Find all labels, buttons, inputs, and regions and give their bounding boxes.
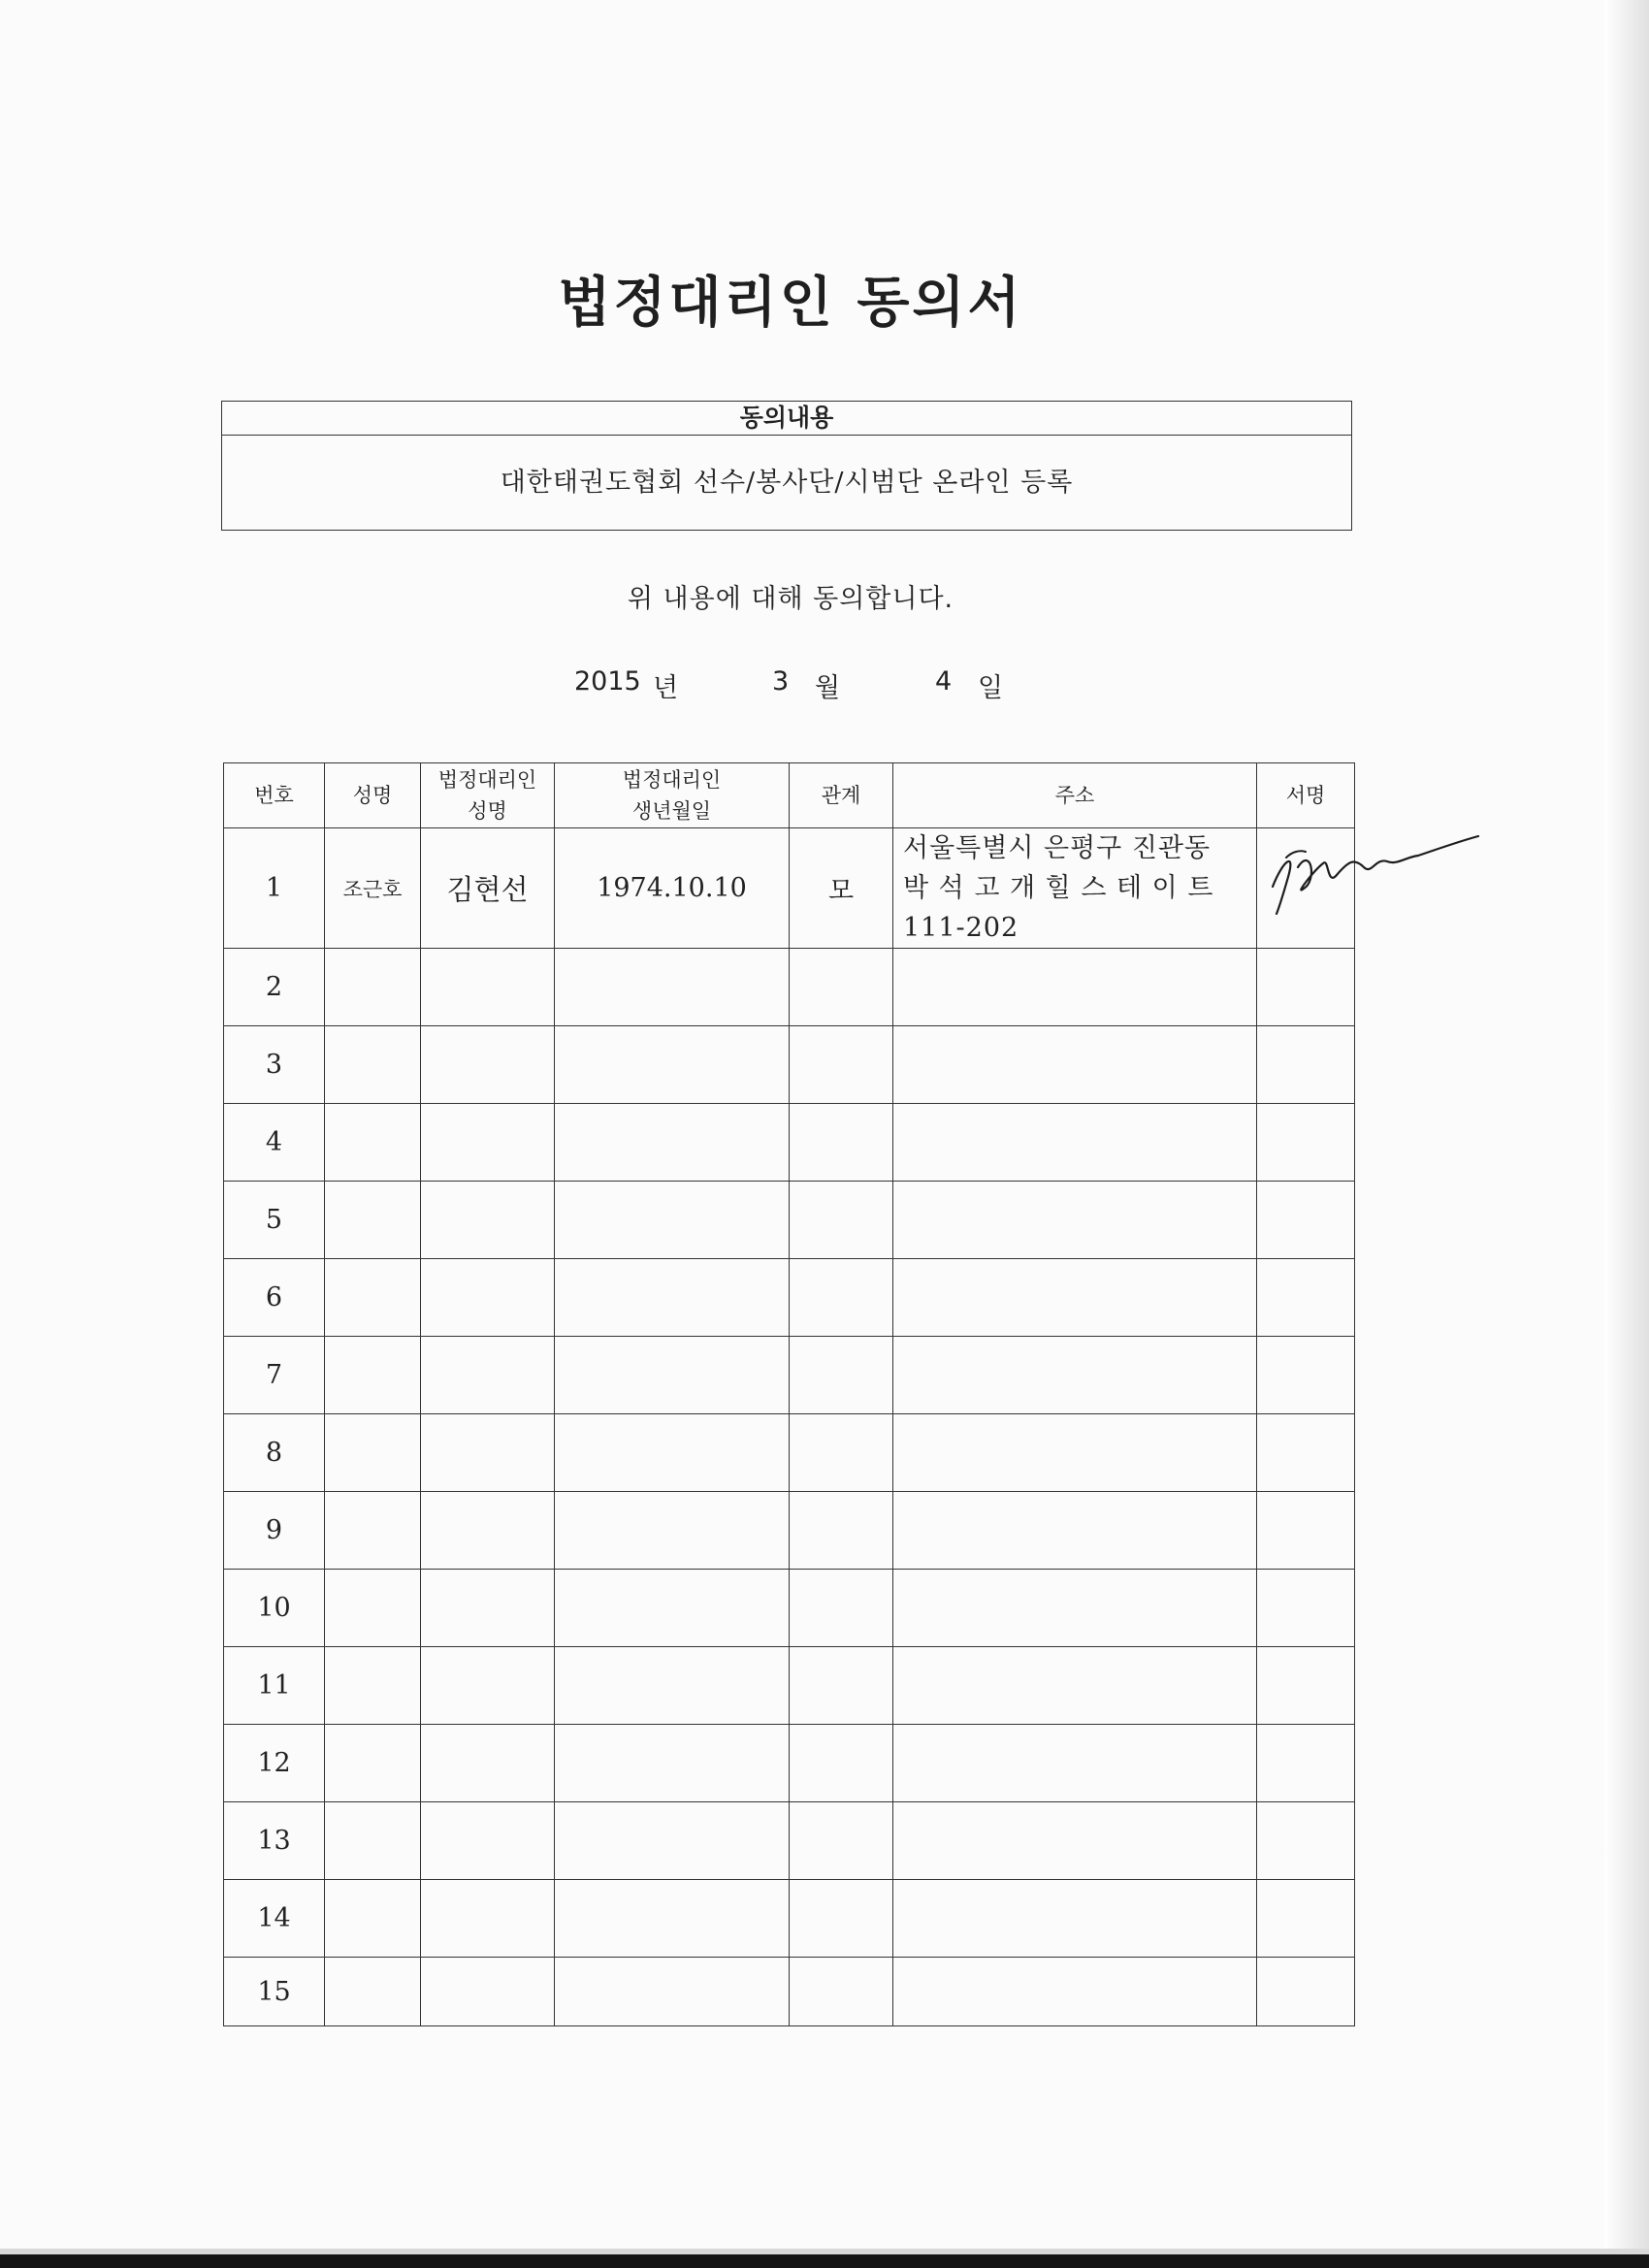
date-month-unit: 월 bbox=[815, 673, 841, 703]
row-name: 조근호 bbox=[325, 828, 421, 949]
row-guardian-name: 김현선 bbox=[421, 828, 555, 949]
header-no: 번호 bbox=[224, 763, 325, 828]
address-line-2: 박 석 고 개 힐 스 테 이 트 bbox=[903, 873, 1214, 903]
header-relation: 관계 bbox=[790, 763, 893, 828]
row-no: 13 bbox=[224, 1802, 325, 1880]
date-line bbox=[0, 666, 1649, 701]
row-no: 2 bbox=[224, 949, 325, 1026]
row-no: 4 bbox=[224, 1104, 325, 1182]
row-no: 15 bbox=[224, 1958, 325, 2026]
date-day-unit: 일 bbox=[978, 673, 1004, 703]
header-guardian-name-line1: 법정대리인 bbox=[437, 768, 537, 792]
document-title: 법정대리인 동의서 bbox=[558, 271, 1023, 335]
table-row bbox=[224, 1492, 1355, 1570]
header-name: 성명 bbox=[325, 763, 421, 828]
table-row bbox=[224, 1104, 1355, 1182]
date-month: 3 bbox=[772, 666, 790, 697]
consent-content: 대한태권도협회 선수/봉사단/시범단 온라인 등록 bbox=[500, 468, 1074, 498]
page-edge-shadow bbox=[1604, 0, 1649, 2268]
table-row bbox=[224, 1026, 1355, 1104]
row-no: 6 bbox=[224, 1259, 325, 1337]
row-no: 11 bbox=[224, 1647, 325, 1725]
header-guardian-name-line2: 성명 bbox=[468, 799, 507, 823]
consent-header: 동의내용 bbox=[222, 402, 1351, 436]
row-address bbox=[893, 828, 1257, 949]
agreement-text: 위 내용에 대해 동의합니다. bbox=[627, 584, 954, 614]
address-line-3: 111-202 bbox=[903, 913, 1019, 943]
row-relation: 모 bbox=[790, 828, 893, 949]
row-no: 5 bbox=[224, 1182, 325, 1259]
header-address: 주소 bbox=[893, 763, 1257, 828]
table-header-row bbox=[224, 763, 1355, 828]
table-row bbox=[224, 1259, 1355, 1337]
address-line-1: 서울특별시 은평구 진관동 bbox=[903, 833, 1212, 863]
table-row bbox=[224, 949, 1355, 1026]
header-guardian-name bbox=[421, 763, 555, 828]
table-row bbox=[224, 828, 1355, 949]
scan-bottom-edge bbox=[0, 2254, 1649, 2268]
row-no: 10 bbox=[224, 1570, 325, 1647]
row-no: 9 bbox=[224, 1492, 325, 1570]
guardian-table bbox=[223, 762, 1355, 2026]
table-row bbox=[224, 1958, 1355, 2026]
date-day: 4 bbox=[935, 666, 953, 697]
table-row bbox=[224, 1570, 1355, 1647]
row-no: 8 bbox=[224, 1414, 325, 1492]
date-year-unit: 년 bbox=[653, 673, 679, 703]
consent-box bbox=[221, 401, 1352, 531]
header-guardian-birth bbox=[555, 763, 790, 828]
table-row bbox=[224, 1414, 1355, 1492]
row-no: 12 bbox=[224, 1725, 325, 1802]
table-row bbox=[224, 1337, 1355, 1414]
header-signature: 서명 bbox=[1257, 763, 1355, 828]
table-row bbox=[224, 1647, 1355, 1725]
row-no: 14 bbox=[224, 1880, 325, 1958]
row-guardian-birth: 1974.10.10 bbox=[555, 828, 790, 949]
row-no: 7 bbox=[224, 1337, 325, 1414]
header-guardian-birth-line2: 생년월일 bbox=[631, 799, 712, 823]
date-year: 2015 bbox=[574, 666, 641, 697]
handwritten-signature bbox=[1259, 828, 1480, 918]
table-row bbox=[224, 1725, 1355, 1802]
row-no: 1 bbox=[224, 828, 325, 949]
table-row bbox=[224, 1182, 1355, 1259]
table-row bbox=[224, 1802, 1355, 1880]
row-no: 3 bbox=[224, 1026, 325, 1104]
table-row bbox=[224, 1880, 1355, 1958]
header-guardian-birth-line1: 법정대리인 bbox=[622, 768, 722, 792]
